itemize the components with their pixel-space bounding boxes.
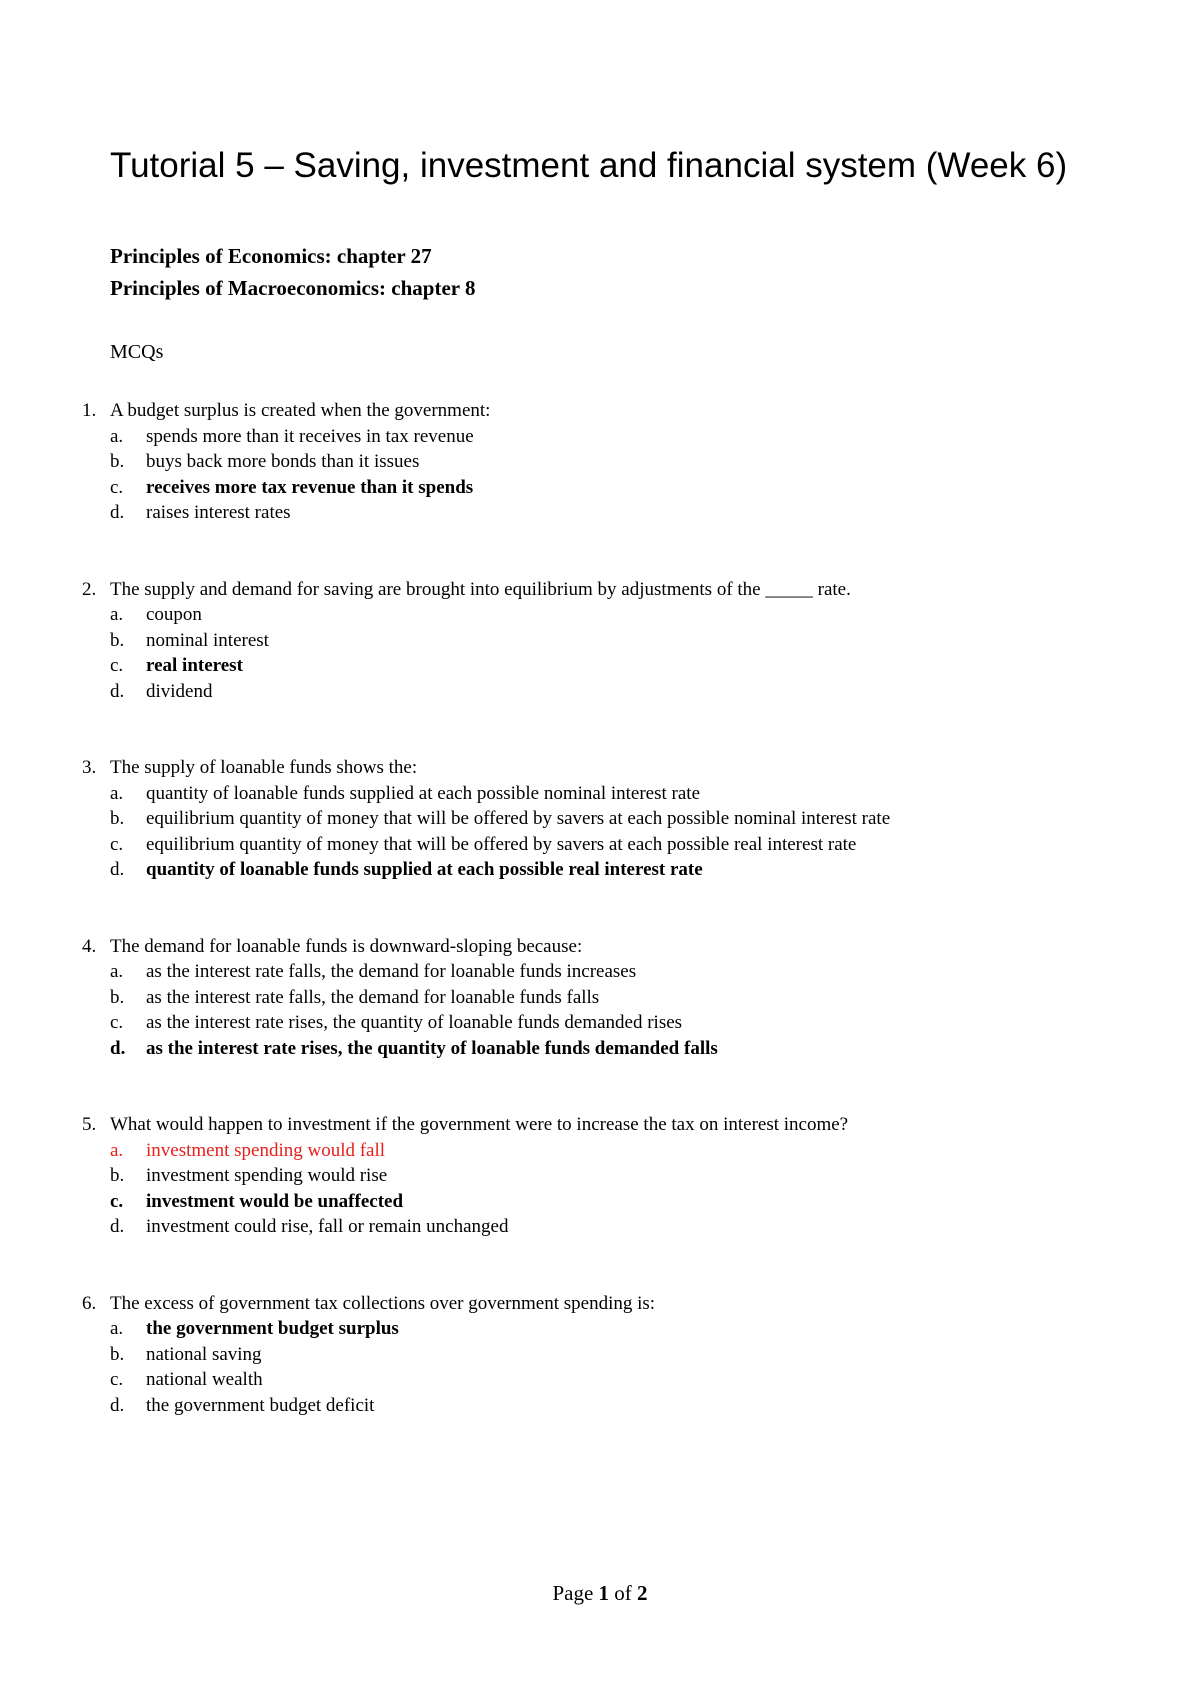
answer-option bbox=[0, 1189, 956, 1215]
option-letter: c. bbox=[110, 655, 124, 676]
option-letter: b. bbox=[110, 629, 125, 651]
option-text: nominal interest bbox=[146, 629, 269, 651]
option-text: investment spending would rise bbox=[146, 1165, 388, 1186]
question-item bbox=[0, 577, 1200, 705]
footer-page-word: Page bbox=[552, 1581, 594, 1605]
subtitle-economics: Principles of Economics: chapter 27 bbox=[110, 244, 432, 268]
option-list bbox=[0, 1138, 1200, 1240]
question-row bbox=[0, 934, 1200, 960]
answer-option bbox=[0, 475, 956, 501]
option-text: equilibrium quantity of money that will be offered by savers at each possible nominal interest rate bbox=[146, 808, 891, 829]
footer-current-page: 1 bbox=[598, 1581, 610, 1605]
option-text: buys back more bonds than it issues bbox=[146, 451, 420, 472]
option-text: equilibrium quantity of money that will be offered by savers at each possible real interest rate bbox=[146, 833, 857, 855]
option-list bbox=[0, 1316, 1200, 1418]
question-row bbox=[0, 398, 1200, 424]
section-heading: MCQs bbox=[110, 341, 164, 363]
option-letter: b. bbox=[110, 1165, 125, 1186]
answer-option bbox=[0, 424, 956, 450]
option-text: the government budget surplus bbox=[146, 1318, 399, 1339]
option-text: investment could rise, fall or remain unchanged bbox=[146, 1216, 509, 1237]
option-text: quantity of loanable funds supplied at each possible nominal interest rate bbox=[146, 782, 701, 804]
option-text: as the interest rate rises, the quantity of loanable funds demanded falls bbox=[146, 1037, 718, 1059]
answer-option bbox=[0, 449, 956, 475]
answer-option bbox=[0, 1138, 956, 1164]
answer-option bbox=[0, 1010, 956, 1036]
option-letter: c. bbox=[110, 476, 124, 498]
question-row bbox=[0, 1291, 1200, 1317]
option-letter: d. bbox=[110, 680, 125, 702]
option-list bbox=[0, 781, 1200, 883]
answer-option bbox=[0, 679, 956, 705]
answer-option bbox=[0, 1342, 956, 1368]
answer-option bbox=[0, 806, 956, 832]
option-letter: d. bbox=[110, 859, 125, 880]
option-letter: d. bbox=[110, 1216, 125, 1237]
question-list bbox=[0, 398, 1200, 1469]
option-list bbox=[0, 424, 1200, 526]
question-number: 6. bbox=[82, 1292, 97, 1314]
option-letter: d. bbox=[110, 1037, 126, 1059]
answer-option bbox=[0, 500, 956, 526]
answer-option bbox=[0, 1393, 956, 1419]
option-text: as the interest rate falls, the demand for loanable funds increases bbox=[146, 961, 637, 982]
question-row bbox=[0, 1112, 1200, 1138]
subtitle-macroeconomics: Principles of Macroeconomics: chapter 8 bbox=[110, 276, 476, 300]
answer-option bbox=[0, 959, 956, 985]
answer-option bbox=[0, 857, 956, 883]
question-item bbox=[0, 934, 1200, 1062]
option-text: the government budget deficit bbox=[146, 1394, 375, 1416]
answer-option bbox=[0, 832, 956, 858]
question-row bbox=[0, 755, 1200, 781]
question-text: The supply and demand for saving are brought into equilibrium by adjustments of the _____ rate. bbox=[110, 578, 851, 600]
option-letter: a. bbox=[110, 782, 124, 804]
question-text: A budget surplus is created when the government: bbox=[110, 400, 491, 421]
option-letter: c. bbox=[110, 1012, 124, 1033]
option-letter: c. bbox=[110, 1190, 124, 1212]
option-letter: a. bbox=[110, 961, 124, 982]
answer-option bbox=[0, 1214, 956, 1240]
footer-of-word: of bbox=[614, 1581, 632, 1605]
answer-option bbox=[0, 1367, 956, 1393]
option-letter: a. bbox=[110, 425, 124, 447]
option-letter: a. bbox=[110, 1139, 124, 1161]
question-row bbox=[0, 577, 1200, 603]
option-text: national wealth bbox=[146, 1369, 263, 1390]
answer-option bbox=[0, 781, 956, 807]
option-letter: d. bbox=[110, 1394, 125, 1416]
option-letter: b. bbox=[110, 986, 125, 1008]
question-item bbox=[0, 1291, 1200, 1419]
answer-option bbox=[0, 628, 956, 654]
answer-option bbox=[0, 1316, 956, 1342]
question-text: The supply of loanable funds shows the: bbox=[110, 757, 418, 778]
option-text: investment spending would fall bbox=[146, 1139, 386, 1161]
question-number: 4. bbox=[82, 935, 97, 957]
option-text: investment would be unaffected bbox=[146, 1190, 404, 1212]
option-text: as the interest rate falls, the demand for loanable funds falls bbox=[146, 986, 600, 1008]
question-number: 2. bbox=[82, 578, 97, 600]
question-number: 3. bbox=[82, 757, 97, 778]
option-text: national saving bbox=[146, 1343, 262, 1365]
question-text: The demand for loanable funds is downward-sloping because: bbox=[110, 935, 583, 957]
question-item bbox=[0, 755, 1200, 883]
option-letter: b. bbox=[110, 451, 125, 472]
option-list bbox=[0, 959, 1200, 1061]
page-title: Tutorial 5 – Saving, investment and financial system (Week 6) bbox=[110, 146, 1068, 185]
answer-option bbox=[0, 602, 956, 628]
option-letter: c. bbox=[110, 833, 124, 855]
option-text: quantity of loanable funds supplied at each possible real interest rate bbox=[146, 859, 703, 880]
answer-option bbox=[0, 1163, 956, 1189]
option-text: dividend bbox=[146, 680, 213, 702]
option-letter: b. bbox=[110, 1343, 125, 1365]
question-number: 5. bbox=[82, 1114, 97, 1135]
option-letter: c. bbox=[110, 1369, 124, 1390]
option-text: receives more tax revenue than it spends bbox=[146, 476, 474, 498]
option-text: spends more than it receives in tax revenue bbox=[146, 425, 474, 447]
answer-option bbox=[0, 653, 956, 679]
footer-total-pages: 2 bbox=[637, 1581, 648, 1605]
option-letter: a. bbox=[110, 1318, 124, 1339]
answer-option bbox=[0, 985, 956, 1011]
option-list bbox=[0, 602, 1200, 704]
question-text: What would happen to investment if the government were to increase the tax on interest income? bbox=[110, 1114, 849, 1135]
option-text: real interest bbox=[146, 655, 243, 676]
question-number: 1. bbox=[82, 400, 97, 421]
option-text: as the interest rate rises, the quantity of loanable funds demanded rises bbox=[146, 1012, 683, 1033]
option-text: raises interest rates bbox=[146, 502, 291, 523]
question-item bbox=[0, 1112, 1200, 1240]
option-letter: a. bbox=[110, 604, 124, 625]
option-text: coupon bbox=[146, 604, 202, 625]
question-item bbox=[0, 398, 1200, 526]
option-letter: b. bbox=[110, 808, 125, 829]
page-footer bbox=[0, 1580, 1200, 1606]
answer-option bbox=[0, 1036, 956, 1062]
option-letter: d. bbox=[110, 502, 125, 523]
question-text: The excess of government tax collections over government spending is: bbox=[110, 1292, 656, 1314]
